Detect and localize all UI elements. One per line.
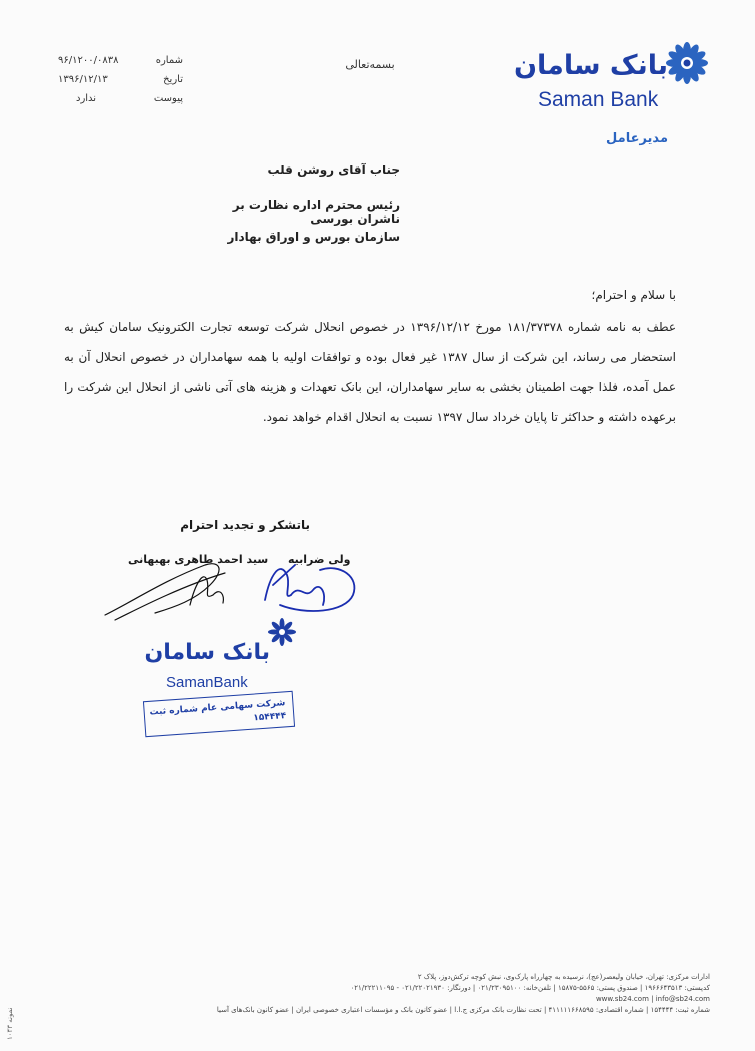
closing-text: باتشکر و تجدید احترام bbox=[180, 518, 310, 532]
bank-name-fa: بانک سامان bbox=[513, 50, 668, 81]
stamp-flower-icon bbox=[268, 618, 296, 646]
meta-date-row bbox=[58, 74, 183, 93]
addressee-organization: سازمان بورس و اوراق بهادار bbox=[227, 230, 400, 244]
footer-address: ادارات مرکزی: تهران، خیابان ولیعصر(عج)، نرسیده به چهارراه پارک‌وی، نبش کوچه ترکش‌دوز، پلاک ۲ bbox=[417, 973, 710, 981]
company-stamp bbox=[140, 618, 290, 733]
bank-name-en: Saman Bank bbox=[538, 88, 659, 111]
saman-flower-icon bbox=[666, 42, 708, 84]
date-value: ۱۳۹۶/۱۲/۱۳ bbox=[58, 74, 108, 85]
sender-role: مدیرعامل bbox=[606, 131, 668, 146]
addressee-name: جناب آقای روشن قلب bbox=[267, 163, 400, 177]
addressee-title: رئیس محترم اداره نظارت بر ناشران بورسی bbox=[232, 198, 400, 226]
footer-contacts: کدپستی: ۱۹۶۶۶۴۳۵۱۳ | صندوق پستی: ۵۵۶۵-۱۵۸۷۵ | تلفن‌خانه: ۰۲۱/۲۳۰۹۵۱۰۰ | دورنگار: ۰۲۱/۲۲۰۲۱۹۳۰ - ۰۲۱/۲۲۲۱۱۰۹۵ bbox=[350, 984, 710, 992]
stamp-bank-name-fa: بانک سامان bbox=[144, 640, 270, 665]
meta-number-row bbox=[58, 55, 183, 74]
footer-registration: شماره ثبت: ۱۵۴۴۴۴ | شماره اقتصادی: ۴۱۱۱۱۱۶۶۸۵۹۵ | تحت نظارت بانک مرکزی ج.ا.ا | عضو کانون بانک و مؤسسات اعتباری خصوصی ایران | عضو کانون بانک‌های آسیا bbox=[216, 1006, 710, 1014]
form-code: نمونه ۱۰۴۳ bbox=[6, 1007, 14, 1040]
salutation: با سلام و احترام؛ bbox=[591, 288, 676, 302]
bank-logo bbox=[508, 42, 708, 112]
attachment-label: پیوست bbox=[153, 93, 183, 104]
date-label: تاریخ bbox=[163, 74, 183, 85]
bismillah: بسمه‌تعالی bbox=[345, 58, 395, 71]
footer-web: www.sb24.com | info@sb24.com bbox=[595, 995, 710, 1003]
letter-body bbox=[64, 280, 676, 432]
stamp-bank-name-en: SamanBank bbox=[166, 674, 248, 691]
stamp-registration: شرکت سهامی عام شماره ثبت ۱۵۴۴۴۴ bbox=[149, 698, 287, 724]
attachment-value: ندارد bbox=[76, 93, 97, 104]
number-label: شماره bbox=[155, 55, 183, 66]
meta-attachment-row bbox=[58, 93, 183, 112]
number-value: ۹۶/۱۲۰۰/۰۸۳۸ bbox=[58, 55, 119, 66]
body-paragraph: عطف به نامه شماره ۱۸۱/۳۷۳۷۸ مورخ ۱۳۹۶/۱۲/۱۲ در خصوص انحلال شرکت توسعه تجارت الکترونیک سامان کیش به استحضار می رساند، این شرکت از سال ۱۳۸۷ غیر فعال بوده و توافقات اولیه با همه سهامداران در خصوص انحلال آن به عمل آمده، فلذا جهت اطمینان بخشی به سایر سهامداران، این بانک تعهدات و هزینه های آتی ناشی از انحلال این شرکت را برعهده داشته و حداکثر تا پایان خرداد سال ۱۳۹۷ نسبت به انحلال اقدام خواهد نمود. bbox=[64, 320, 677, 424]
signer-2-name: ولی ضرابیه bbox=[288, 553, 351, 566]
signer-1-name: سید احمد طاهری بهبهانی bbox=[128, 553, 269, 566]
letter-footer bbox=[10, 972, 710, 1016]
letter-meta bbox=[58, 55, 183, 112]
